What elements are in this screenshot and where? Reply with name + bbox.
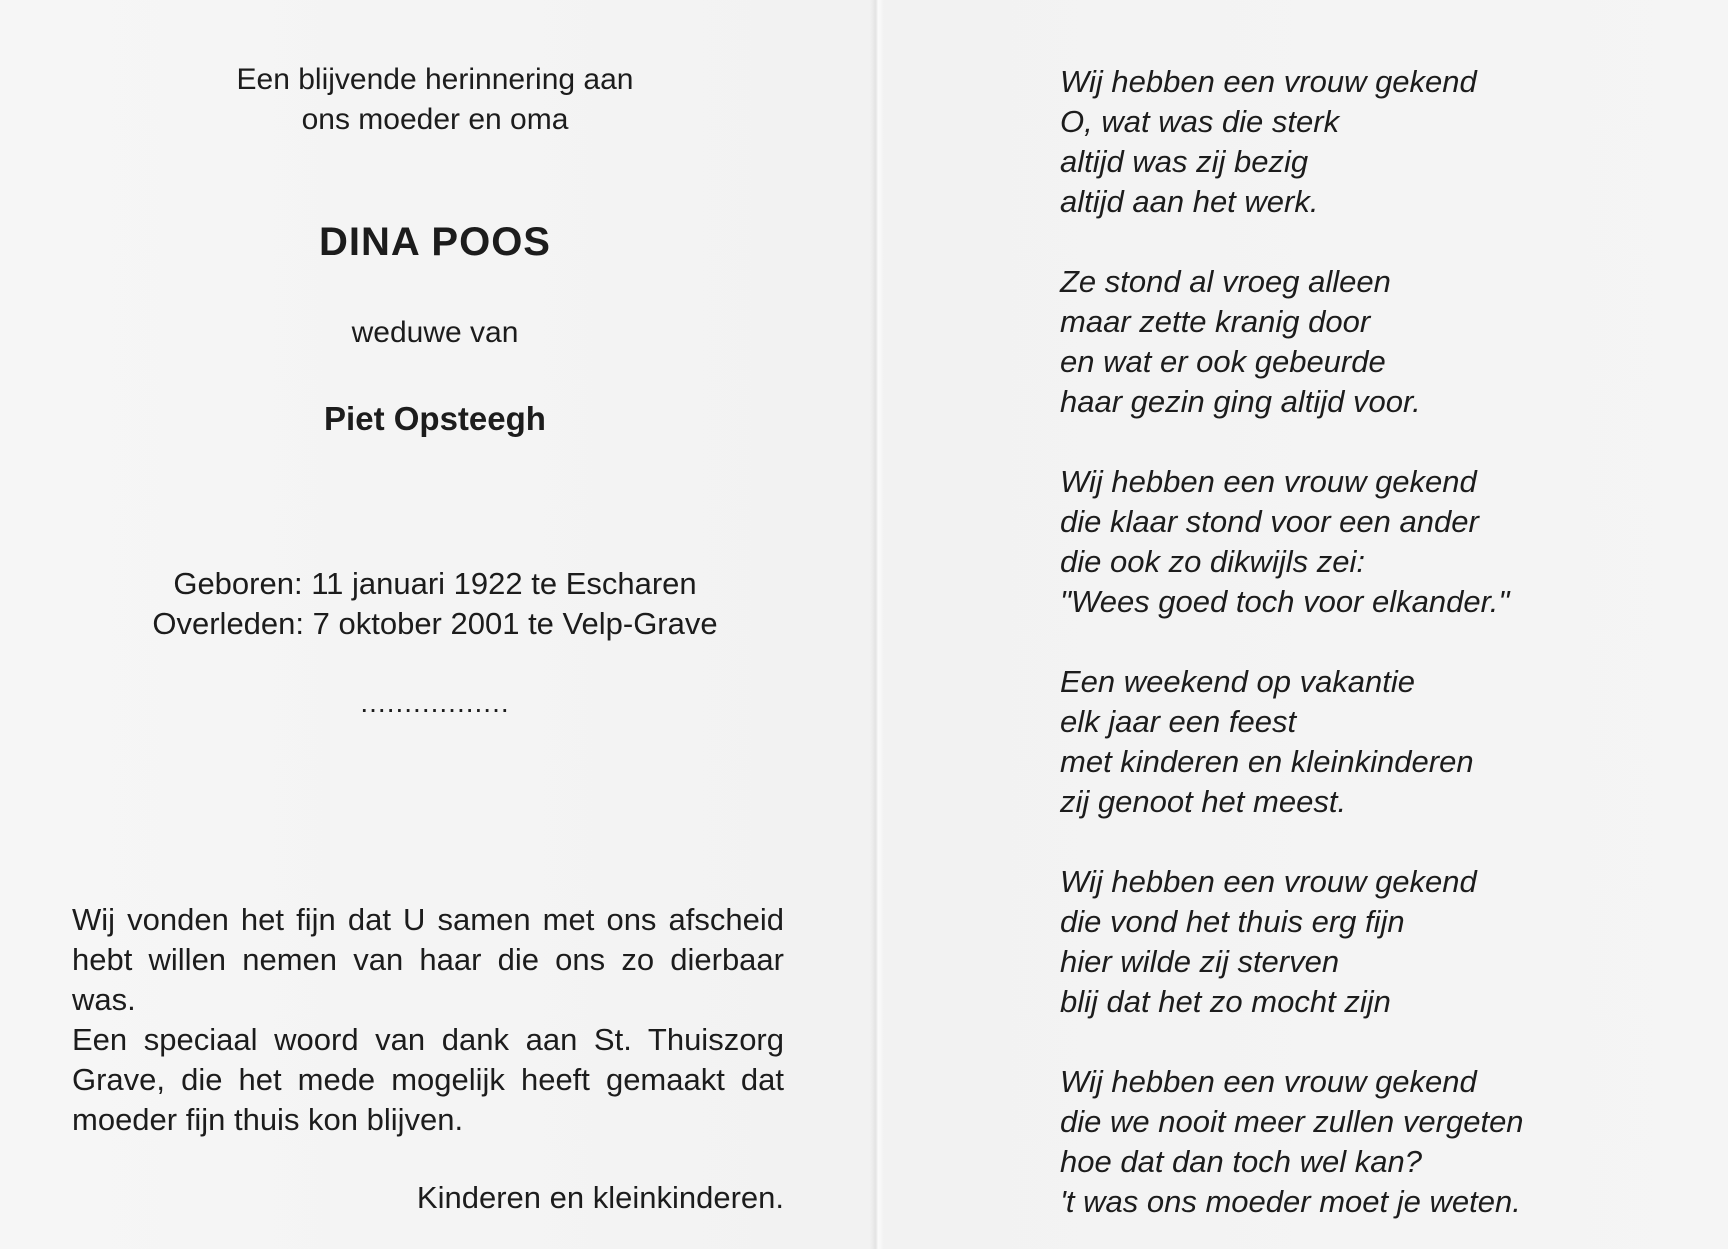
poem-line: Wij hebben een vrouw gekend [1060, 64, 1477, 99]
poem-line: die vond het thuis erg fijn [1060, 904, 1405, 939]
poem-line: zij genoot het meest. [1060, 784, 1347, 819]
poem-line: altijd aan het werk. [1060, 184, 1319, 219]
poem-line: en wat er ook gebeurde [1060, 344, 1386, 379]
intro-line-2: ons moeder en oma [301, 103, 569, 136]
poem-stanza [1060, 1062, 1700, 1222]
poem-line: Wij hebben een vrouw gekend [1060, 864, 1477, 899]
dotted-separator: ................. [360, 687, 510, 718]
intro-line-1: Een blijvende herinnering aan [236, 63, 634, 96]
thanks-paragraph-2: Een speciaal woord van dank aan St. Thuiszorg Grave, die het mede mogelijk heeft gemaakt dat moeder fijn thuis kon blijven. [72, 1022, 784, 1137]
poem-line: altijd was zij bezig [1060, 144, 1309, 179]
poem-stanza [1060, 62, 1700, 222]
poem-line: haar gezin ging altijd voor. [1060, 384, 1421, 419]
thanks-paragraph-1: Wij vonden het fijn dat U samen met ons afscheid hebt willen nemen van haar die ons zo dierbaar was. [72, 902, 784, 1017]
husband-name: Piet Opsteegh [324, 400, 546, 437]
right-page [884, 0, 1728, 1249]
poem-line: Ze stond al vroeg alleen [1060, 264, 1391, 299]
poem-line: die klaar stond voor een ander [1060, 504, 1479, 539]
poem-line: O, wat was die sterk [1060, 104, 1340, 139]
poem [1060, 62, 1700, 1249]
poem-line: Wij hebben een vrouw gekend [1060, 464, 1477, 499]
poem-line: 't was ons moeder moet je weten. [1060, 1184, 1521, 1219]
poem-stanza [1060, 262, 1700, 422]
poem-line: Een weekend op vakantie [1060, 664, 1416, 699]
poem-line: hoe dat dan toch wel kan? [1060, 1144, 1422, 1179]
intro-text [0, 60, 870, 140]
poem-line: hier wilde zij sterven [1060, 944, 1340, 979]
poem-line: blij dat het zo mocht zijn [1060, 984, 1391, 1019]
poem-line: Wij hebben een vrouw gekend [1060, 1064, 1477, 1099]
widow-text: weduwe van [351, 316, 519, 349]
poem-line: maar zette kranig door [1060, 304, 1371, 339]
poem-stanza [1060, 862, 1700, 1022]
card-fold [870, 0, 884, 1249]
poem-line: die we nooit meer zullen vergeten [1060, 1104, 1524, 1139]
poem-line: elk jaar een feest [1060, 704, 1297, 739]
life-dates [0, 564, 870, 644]
birth-line: Geboren: 11 januari 1922 te Escharen [173, 566, 697, 601]
signature: Kinderen en kleinkinderen. [416, 1180, 784, 1215]
poem-stanza [1060, 662, 1700, 822]
death-line: Overleden: 7 oktober 2001 te Velp-Grave [152, 606, 718, 641]
poem-stanza [1060, 462, 1700, 622]
thanks-text [72, 900, 784, 1140]
deceased-name: DINA POOS [319, 220, 551, 264]
poem-line: met kinderen en kleinkinderen [1060, 744, 1474, 779]
poem-line: "Wees goed toch voor elkander." [1060, 584, 1510, 619]
poem-line: die ook zo dikwijls zei: [1060, 544, 1365, 579]
